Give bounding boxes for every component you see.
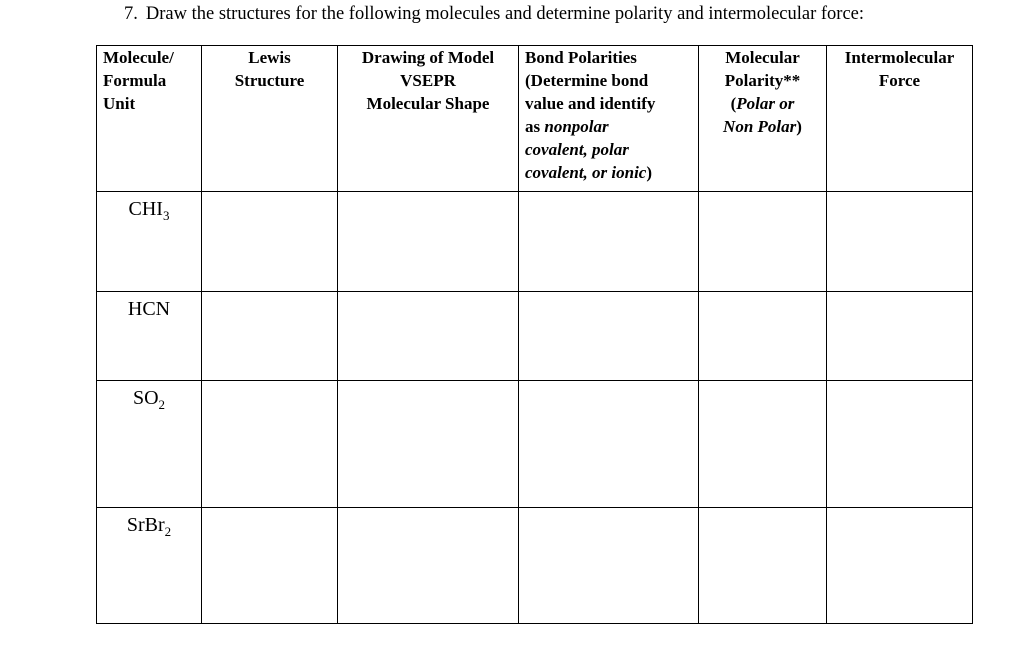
molecule-cell [97,192,202,292]
bond-polarity-cell[interactable] [519,508,699,624]
header-force-line: Force [878,71,921,90]
header-bond-italic: covalent, polar [525,140,629,159]
header-molecule [97,46,202,192]
header-polarity-italic: Polar or [736,94,795,113]
header-bond-polarities [519,46,699,192]
formula-text: SO [132,387,159,409]
header-molecule-line: Unit [103,94,136,113]
header-model-line: Drawing of Model [361,48,495,67]
formula-subscript: 2 [158,397,166,412]
header-bond-line [525,115,698,138]
formula-text: CHI [128,198,163,220]
header-bond-line [525,161,698,184]
question-number: 7. [124,4,138,24]
table-row [97,292,973,381]
table-row [97,381,973,508]
header-model [338,46,519,192]
model-drawing-cell[interactable] [338,292,519,381]
header-lewis [202,46,338,192]
header-bond-line: (Determine bond [525,71,649,90]
header-polarity-line [699,115,826,138]
header-polarity-line [699,92,826,115]
header-bond-italic: nonpolar [544,117,609,136]
lewis-structure-cell[interactable] [202,381,338,508]
molecule-cell [97,292,202,381]
header-bond-line: value and identify [525,94,656,113]
formula-text: HCN [127,298,171,320]
header-polarity-text: ) [796,117,802,136]
header-row [97,46,973,192]
lewis-structure-cell[interactable] [202,192,338,292]
header-model-line: VSEPR [400,71,456,90]
molecule-cell [97,381,202,508]
molecular-polarity-cell[interactable] [699,508,827,624]
lewis-structure-cell[interactable] [202,508,338,624]
question-text [124,4,864,25]
lewis-structure-cell[interactable] [202,292,338,381]
bond-polarity-cell[interactable] [519,381,699,508]
header-polarity-line: Molecular [725,48,800,67]
header-polarity-text: ( [730,94,737,113]
molecular-polarity-cell[interactable] [699,292,827,381]
formula-subscript: 3 [162,208,170,223]
question-body: Draw the structures for the following molecules and determine polarity and intermolecular force: [145,4,865,24]
table-row [97,192,973,292]
header-bond-text: as [525,117,545,136]
header-bond-text: ) [646,163,653,182]
header-polarity-line: Polarity** [724,71,801,90]
intermolecular-force-cell[interactable] [827,292,973,381]
formula-text: SrBr [126,514,165,536]
intermolecular-force-cell[interactable] [827,192,973,292]
header-model-line: Molecular Shape [366,94,490,113]
molecular-polarity-cell[interactable] [699,381,827,508]
header-polarity-italic: Non Polar [723,117,797,136]
worksheet-table [96,45,973,624]
header-lewis-line: Lewis [248,48,291,67]
header-lewis-line: Structure [234,71,305,90]
header-molecular-polarity [699,46,827,192]
intermolecular-force-cell[interactable] [827,381,973,508]
model-drawing-cell[interactable] [338,192,519,292]
model-drawing-cell[interactable] [338,508,519,624]
model-drawing-cell[interactable] [338,381,519,508]
bond-polarity-cell[interactable] [519,292,699,381]
formula-subscript: 2 [164,524,172,539]
header-bond-line: Bond Polarities [525,48,637,67]
header-bond-italic: covalent, or ionic [525,163,647,182]
header-force-line: Intermolecular [844,48,955,67]
molecule-cell [97,508,202,624]
header-molecule-line: Molecule/ [103,48,174,67]
bond-polarity-cell[interactable] [519,192,699,292]
header-molecule-line: Formula [103,71,167,90]
molecular-polarity-cell[interactable] [699,192,827,292]
header-intermolecular-force [827,46,973,192]
intermolecular-force-cell[interactable] [827,508,973,624]
table-row [97,508,973,624]
